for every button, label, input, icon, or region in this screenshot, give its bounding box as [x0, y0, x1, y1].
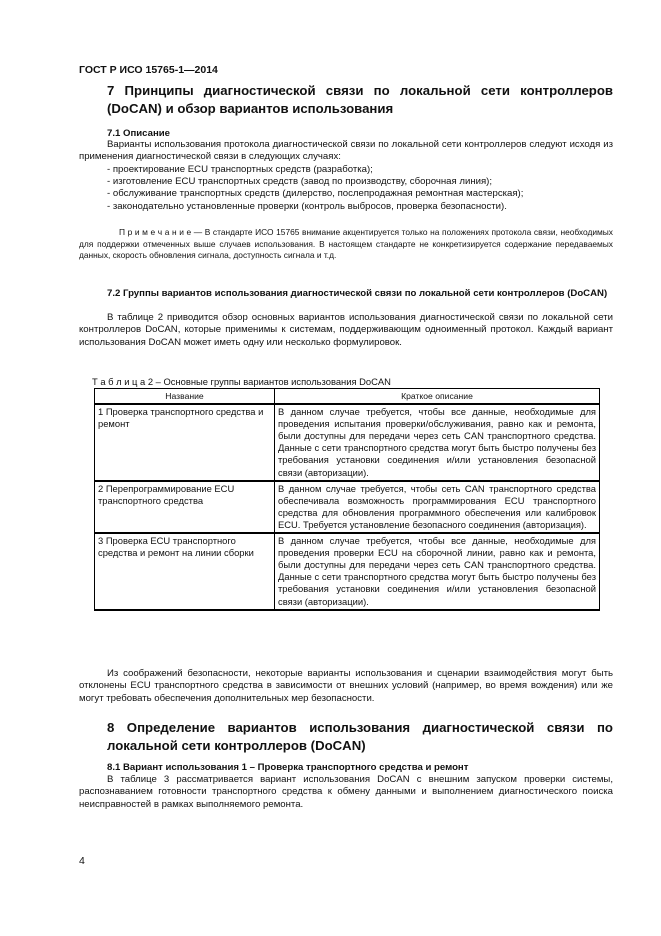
section-8-heading: 8 Определение вариантов использования диагностической связи по локальной сети контроллеров (DoCAN)	[107, 720, 613, 753]
section-8-1-text: В таблице 3 рассматривается вариант использования DoCAN с внешним запуском проверки системы, распознаванием готовности транспортного средства к обмену данными и выполнением диагностического поиска неисправностей в рамках выполняемого ремонта.	[79, 774, 613, 810]
table-cell-description: В данном случае требуется, чтобы сеть CAN транспортного средства обеспечивала возможность программирования ECU транспортного средства для обновления программного обеспечения или калибровок ECU. Требуется установление безопасного соединения (авторизация).	[275, 481, 600, 533]
list-item: - проектирование ECU транспортных средств (разработка);	[107, 164, 373, 175]
table-cell-description: В данном случае требуется, чтобы все данные, необходимые для проведения проверки ECU на сборочной линии, равно как и ремонта, были доступны для передачи через сеть CAN транспортного средства. Данные с сети транспортного средства могут быть быстро получены без требования установки соединения и/или установления безопасной связи (авторизации).	[275, 533, 600, 610]
section-8-1-heading: 8.1 Вариант использования 1 – Проверка транспортного средства и ремонт	[107, 762, 469, 773]
section-7-2-heading: 7.2 Группы вариантов использования диагностической связи по локальной сети контроллеров (DoCAN)	[107, 288, 608, 299]
list-item: - изготовление ECU транспортных средств (завод по производству, сборочная линия);	[107, 176, 493, 188]
standard-designation: ГОСТ Р ИСО 15765-1—2014	[79, 64, 218, 76]
section-7-1-heading: 7.1 Описание	[107, 128, 170, 139]
table-cell-description: В данном случае требуется, чтобы все данные, необходимые для проведения испытания проверки/обслуживания, равно как и ремонта, были доступны для передачи через сеть CAN транспортного средства. Данные с сети транспортного средства могут быть быстро получены без требования установки соединения и/или установления безопасной связи (авторизации).	[275, 404, 600, 481]
use-case-list	[107, 164, 523, 213]
table-caption: Т а б л и ц а 2 – Основные группы вариантов использования DoCAN	[92, 376, 391, 387]
use-case-groups-table	[94, 388, 600, 611]
list-item: - законодательно установленные проверки (контроль выбросов, проверка безопасности).	[107, 200, 507, 212]
section-7-2-text: В таблице 2 приводится обзор основных вариантов использования диагностической связи по локальной сети контроллеров DoCAN, которые применимы к системам, поддерживающим одноименный протокол. Каждый вариант использования DoCAN может иметь одну или несколько формулировок.	[79, 312, 613, 348]
table-row	[95, 533, 600, 610]
column-header: Название	[95, 389, 275, 405]
page-number: 4	[79, 855, 85, 867]
table-cell-name: 1 Проверка транспортного средства и ремонт	[95, 404, 275, 481]
table-row	[95, 404, 600, 481]
table-cell-name: 3 Проверка ECU транспортного средства и ремонт на линии сборки	[95, 533, 275, 610]
note: П р и м е ч а н и е — В стандарте ИСО 15765 внимание акцентируется только на положениях протокола связи, необходимых для поддержки отмеченных выше случаев использования. В настоящем стандарте не конкретизируется содержание передаваемых данных, скорость обновления сигнала, доступность сигнала и т.д.	[79, 227, 613, 260]
safety-paragraph: Из соображений безопасности, некоторые варианты использования и сценарии взаимодействия могут быть отклонены ECU транспортного средства в зависимости от внешних условий (например, во время вождения) или же могут требовать обеспечения дополнительных мер безопасности.	[79, 668, 613, 704]
section-7-heading: 7 Принципы диагностической связи по локальной сети контроллеров (DoCAN) и обзор вариантов использования	[107, 83, 613, 116]
table-row	[95, 481, 600, 533]
list-item: - обслуживание транспортных средств (дилерство, послепродажная ремонтная мастерская);	[107, 188, 524, 200]
section-7-1-intro: Варианты использования протокола диагностической связи по локальной сети контроллеров следуют исходя из применения диагностической связи в следующих случаях:	[79, 139, 613, 163]
column-header: Краткое описание	[275, 389, 600, 405]
table-cell-name: 2 Перепрограммирование ECU транспортного средства	[95, 481, 275, 533]
